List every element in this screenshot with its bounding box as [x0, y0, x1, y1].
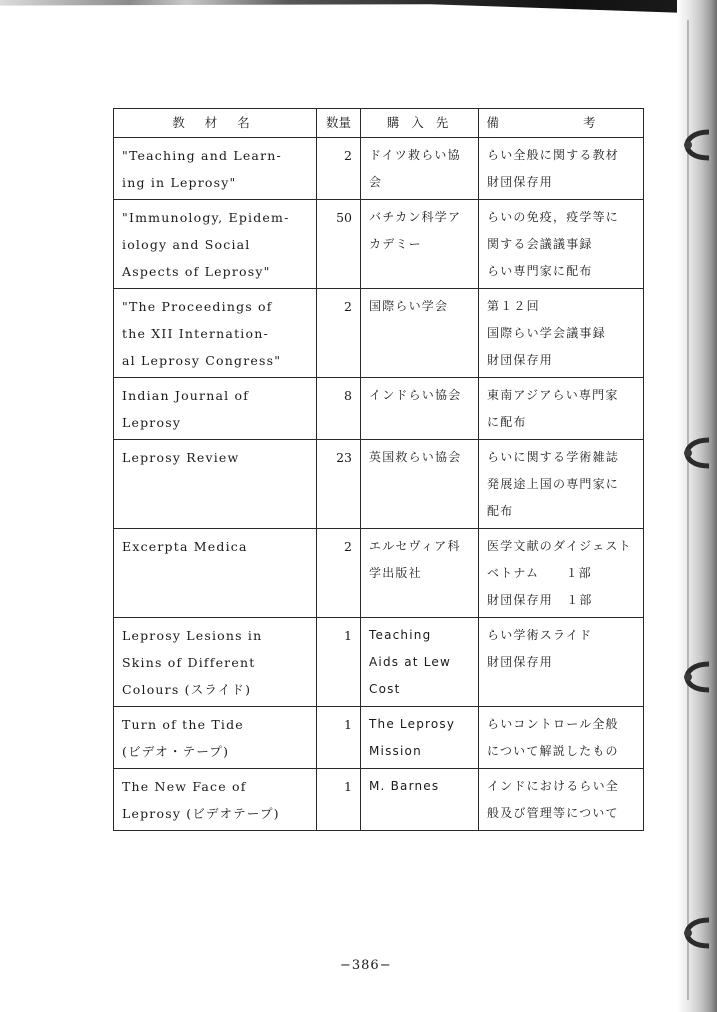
binder-ring-icon — [679, 916, 713, 950]
cell-source: バチカン科学ア カデミー — [361, 200, 479, 289]
cell-quantity: 2 — [317, 529, 361, 618]
binder-edge-line — [687, 20, 689, 1000]
binder-ring-icon — [679, 436, 713, 470]
cell-source: M. Barnes — [361, 769, 479, 831]
cell-name: "Immunology, Epidem- iology and Social Aspects of Leprosy" — [114, 200, 317, 289]
cell-source: インドらい協会 — [361, 378, 479, 440]
cell-quantity: 1 — [317, 618, 361, 707]
cell-remarks: らいコントロール全般 について解説したもの — [479, 707, 644, 769]
table-row — [114, 618, 644, 707]
table-row — [114, 378, 644, 440]
cell-name: "Teaching and Learn- ing in Leprosy" — [114, 138, 317, 200]
cell-remarks: らいに関する学術雑誌 発展途上国の専門家に 配布 — [479, 440, 644, 529]
cell-name: Indian Journal of Leprosy — [114, 378, 317, 440]
scan-top-edge — [0, 0, 717, 14]
cell-remarks: インドにおけるらい全 般及び管理等について — [479, 769, 644, 831]
table-row — [114, 289, 644, 378]
cell-remarks: らい学術スライド 財団保存用 — [479, 618, 644, 707]
cell-quantity: 2 — [317, 289, 361, 378]
cell-name: Excerpta Medica — [114, 529, 317, 618]
header-quantity: 数量 — [317, 109, 361, 138]
cell-remarks: 第１２回 国際らい学会議事録 財団保存用 — [479, 289, 644, 378]
page-number: −386− — [340, 958, 392, 973]
table-row — [114, 707, 644, 769]
cell-name: Turn of the Tide (ビデオ・テープ) — [114, 707, 317, 769]
cell-source: 英国救らい協会 — [361, 440, 479, 529]
cell-source: 国際らい学会 — [361, 289, 479, 378]
cell-source: ドイツ救らい協 会 — [361, 138, 479, 200]
header-name: 教 材 名 — [114, 109, 317, 138]
cell-remarks: らいの免疫，疫学等に 関する会議議事録 らい専門家に配布 — [479, 200, 644, 289]
binder-ring-icon — [679, 128, 713, 162]
table-row — [114, 200, 644, 289]
cell-source: エルセヴィア科 学出版社 — [361, 529, 479, 618]
cell-name: Leprosy Review — [114, 440, 317, 529]
cell-remarks: らい全般に関する教材 財団保存用 — [479, 138, 644, 200]
header-source: 購 入 先 — [361, 109, 479, 138]
table-row — [114, 138, 644, 200]
cell-name: "The Proceedings of the XII Internation- al Leprosy Congress" — [114, 289, 317, 378]
cell-remarks: 医学文献のダイジェスト ベトナム １部 財団保存用 １部 — [479, 529, 644, 618]
cell-source: Teaching Aids at Lew Cost — [361, 618, 479, 707]
cell-quantity: 1 — [317, 769, 361, 831]
cell-quantity: 50 — [317, 200, 361, 289]
cell-source: The Leprosy Mission — [361, 707, 479, 769]
table-header-row — [114, 109, 644, 138]
table-row — [114, 769, 644, 831]
materials-table — [113, 108, 644, 831]
table-row — [114, 440, 644, 529]
cell-name: The New Face of Leprosy (ビデオテープ) — [114, 769, 317, 831]
cell-name: Leprosy Lesions in Skins of Different Colours (スライド) — [114, 618, 317, 707]
header-remarks: 備 考 — [479, 109, 644, 138]
cell-quantity: 8 — [317, 378, 361, 440]
cell-remarks: 東南アジアらい専門家 に配布 — [479, 378, 644, 440]
binder-ring-icon — [679, 660, 713, 694]
table-row — [114, 529, 644, 618]
cell-quantity: 23 — [317, 440, 361, 529]
cell-quantity: 1 — [317, 707, 361, 769]
cell-quantity: 2 — [317, 138, 361, 200]
